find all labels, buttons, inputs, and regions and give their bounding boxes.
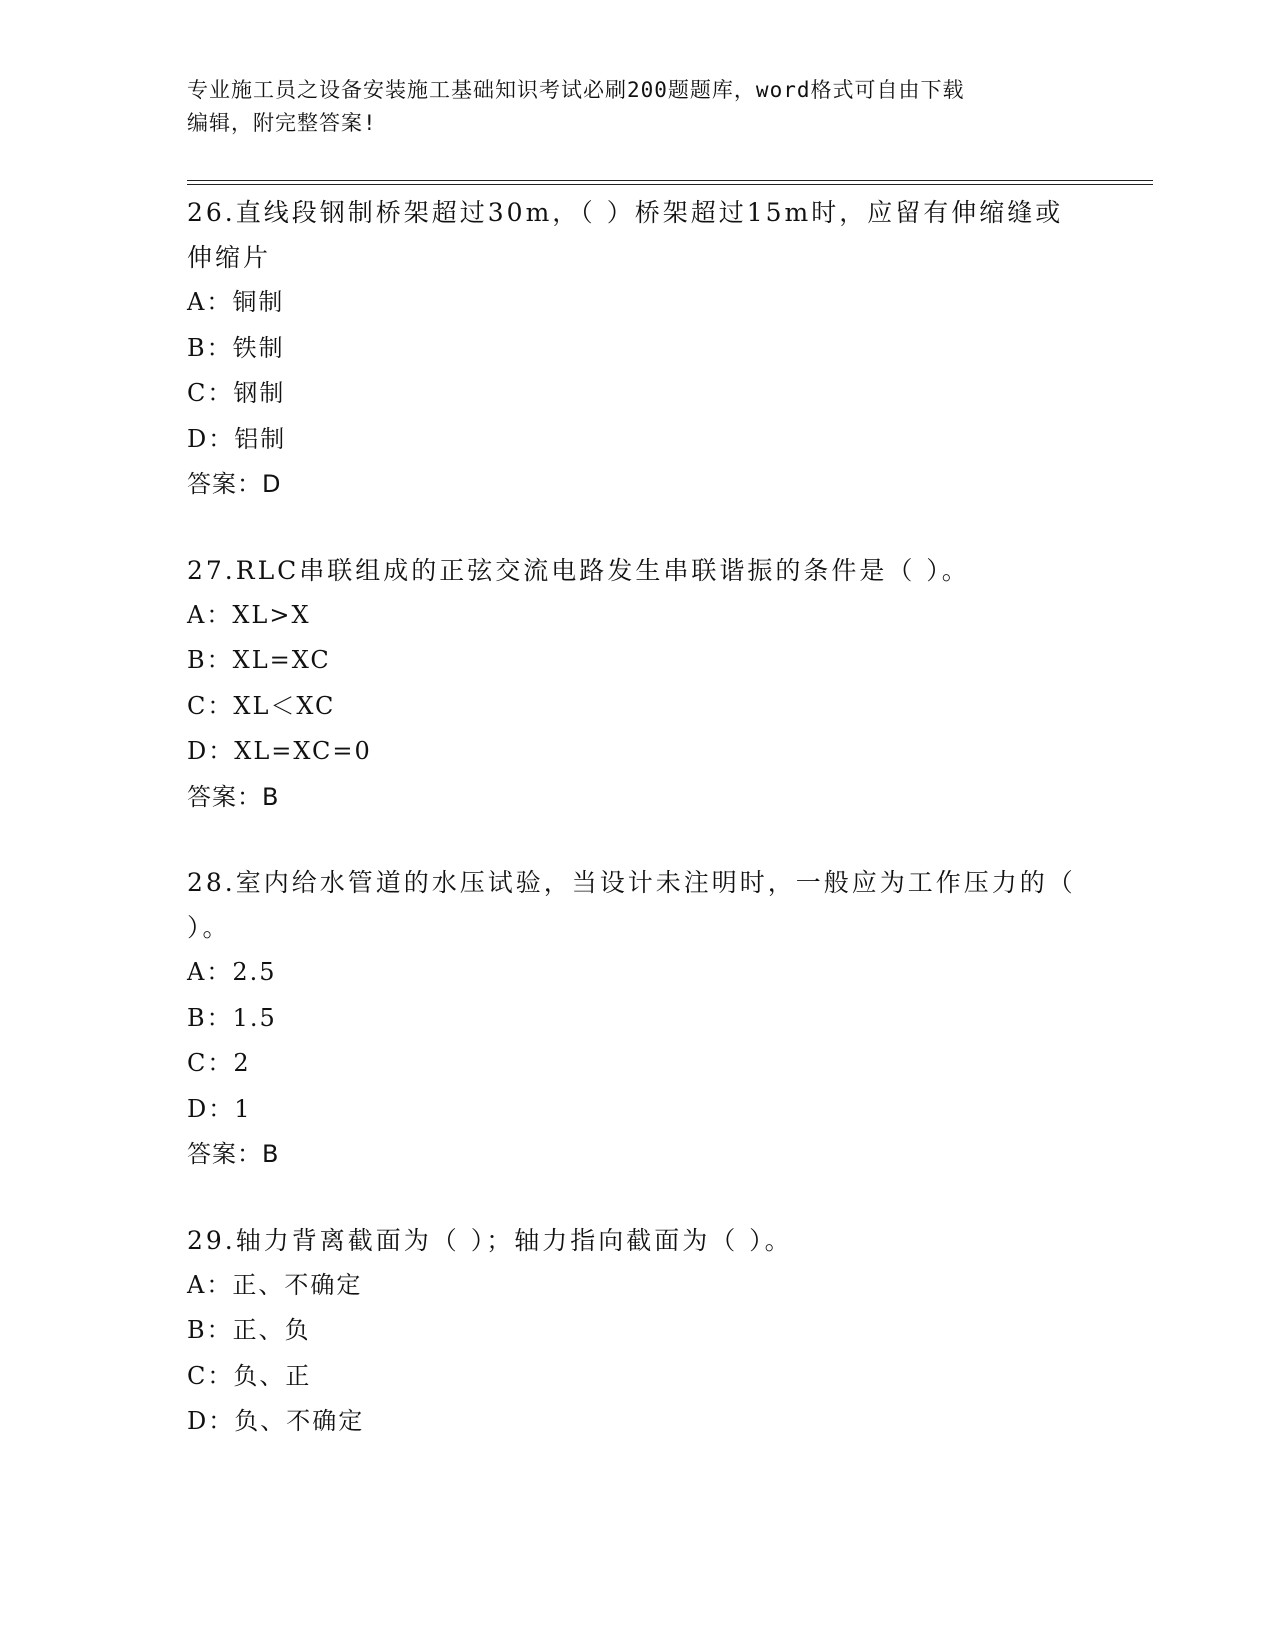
option-d: D：1 — [187, 1094, 252, 1123]
question-29 — [187, 1218, 1087, 1445]
option-d: D：铝制 — [187, 424, 287, 453]
question-stem: 27.RLC串联组成的正弦交流电路发生串联谐振的条件是（ ）。 — [187, 555, 970, 585]
answer-text: 答案：B — [187, 1140, 280, 1168]
document-header — [187, 74, 1067, 140]
option-d: D：负、不确定 — [187, 1407, 365, 1435]
question-stem: 29.轴力背离截面为（ ）；轴力指向截面为（ ）。 — [187, 1225, 793, 1255]
question-28 — [187, 860, 1087, 1178]
option-b: B：正、负 — [187, 1316, 311, 1344]
option-b: B：铁制 — [187, 333, 285, 362]
option-c: C：2 — [187, 1049, 251, 1077]
option-a: A：XL>X — [187, 600, 311, 629]
header-divider-bottom — [187, 184, 1153, 185]
question-26 — [187, 190, 1087, 508]
answer-text: 答案：D — [187, 470, 282, 498]
option-d: D：XL=XC=0 — [187, 737, 372, 765]
option-b: B：1.5 — [187, 1003, 277, 1032]
option-c: C：XL＜XC — [187, 691, 336, 720]
option-b: B：XL=XC — [187, 646, 331, 674]
option-a: A：正、不确定 — [187, 1270, 363, 1299]
question-list — [187, 190, 1087, 1485]
header-line-2: 编辑，附完整答案! — [187, 111, 377, 135]
option-c: C：负、正 — [187, 1361, 312, 1390]
answer-text: 答案：B — [187, 782, 280, 811]
option-a: A：铜制 — [187, 288, 285, 316]
option-c: C：钢制 — [187, 379, 286, 407]
question-stem: 26.直线段钢制桥架超过30m，（ ）桥架超过15m时，应留有伸缩缝或伸缩片 — [187, 198, 1064, 272]
question-stem: 28.室内给水管道的水压试验，当设计未注明时，一般应为工作压力的（ ）。 — [187, 868, 1076, 942]
header-divider-top — [187, 180, 1153, 181]
header-line-1: 专业施工员之设备安装施工基础知识考试必刷200题题库，word格式可自由下载 — [187, 78, 965, 102]
option-a: A：2.5 — [187, 958, 277, 986]
question-27 — [187, 548, 1087, 821]
